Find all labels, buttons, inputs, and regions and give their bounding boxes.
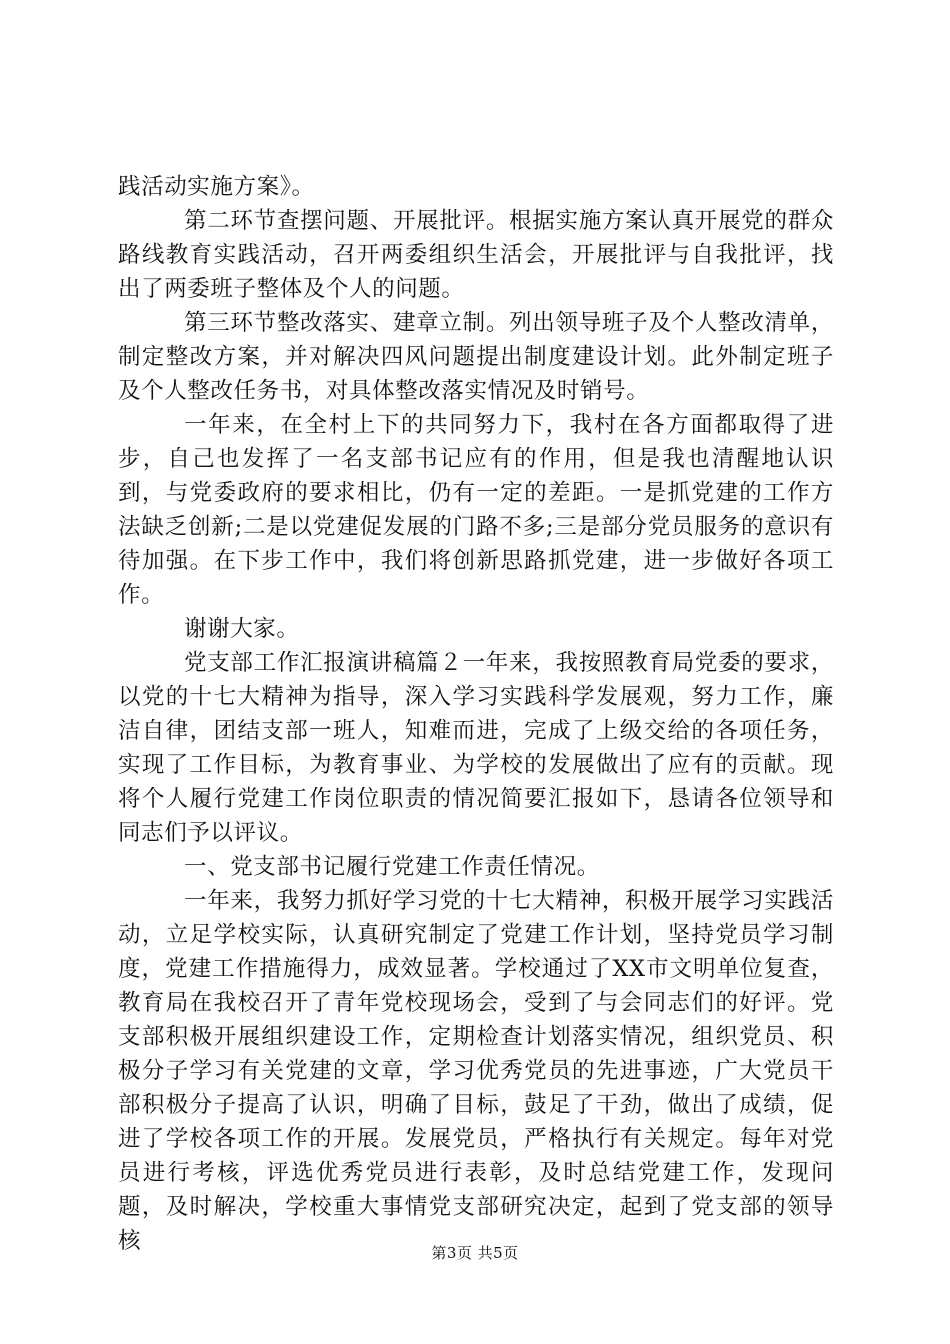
paragraph: 谢谢大家。: [184, 616, 300, 642]
page-number-footer: 第3页 共5页: [431, 1244, 519, 1262]
paragraph: 一年来，在全村上下的共同努力下，我村在各方面都取得了进步，自己也发挥了一名支部书记应有的作用，但是我也清醒地认识到，与党委政府的要求相比，仍有一定的差距。一是抓党建的工作方法缺乏创新;二是以党建促发展的门路不多;三是部分党员服务的意识有待加强。在下步工作中，我们将创新思路抓党建，进一步做好各项工作。: [118, 412, 834, 608]
paragraph: 一年来，我努力抓好学习党的十七大精神，积极开展学习实践活动，立足学校实际，认真研究制定了党建工作计划，坚持党员学习制度，党建工作措施得力，成效显著。学校通过了XX市文明单位复查，教育局在我校召开了青年党校现场会，受到了与会同志们的好评。党支部积极开展组织建设工作，定期检查计划落实情况，组织党员、积极分子学习有关党建的文章，学习优秀党员的先进事迹，广大党员干部积极分子提高了认识，明确了目标，鼓足了干劲，做出了成绩，促进了学校各项工作的开展。发展党员，严格执行有关规定。每年对党员进行考核，评选优秀党员进行表彰，及时总结党建工作，发现问题，及时解决，学校重大事情党支部研究决定，起到了党支部的领导核: [118, 888, 834, 1254]
paragraph: 第二环节查摆问题、开展批评。根据实施方案认真开展党的群众路线教育实践活动，召开两委组织生活会，开展批评与自我批评，找出了两委班子整体及个人的问题。: [118, 208, 834, 302]
paragraph: 第三环节整改落实、建章立制。列出领导班子及个人整改清单，制定整改方案，并对解决四风问题提出制度建设计划。此外制定班子及个人整改任务书，对具体整改落实情况及时销号。: [118, 310, 834, 404]
paragraph: 党支部工作汇报演讲稿篇２一年来，我按照教育局党委的要求，以党的十七大精神为指导，深入学习实践科学发展观，努力工作，廉洁自律，团结支部一班人，知难而进，完成了上级交给的各项任务，实现了工作目标，为教育事业、为学校的发展做出了应有的贡献。现将个人履行党建工作岗位职责的情况简要汇报如下，恳请各位领导和同志们予以评议。: [118, 650, 834, 846]
paragraph: 践活动实施方案》。: [118, 174, 315, 200]
section-heading: 一、党支部书记履行党建工作责任情况。: [184, 854, 600, 880]
document-body: [118, 170, 834, 1258]
